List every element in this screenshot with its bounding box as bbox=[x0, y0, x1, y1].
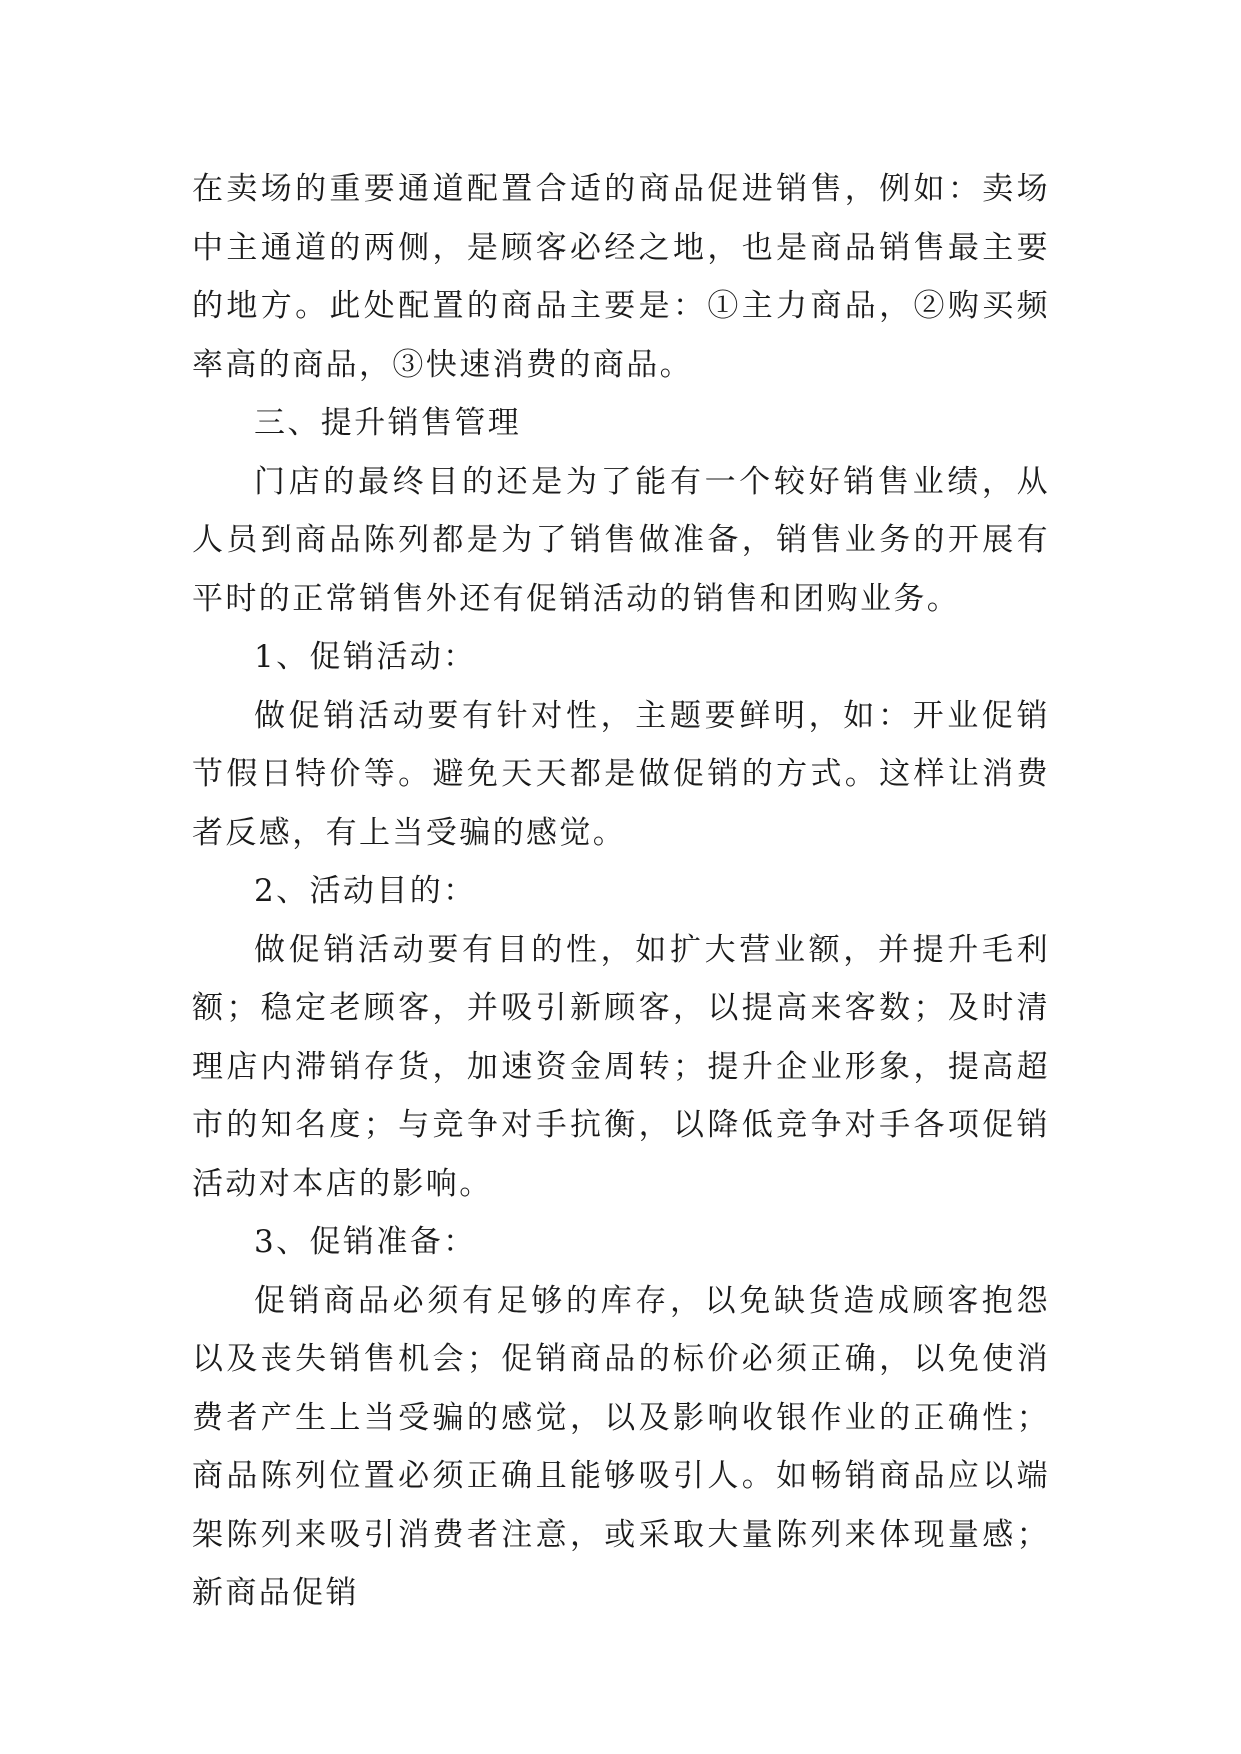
paragraph-promotion-targeting: 做促销活动要有针对性，主题要鲜明，如：开业促销节假日特价等。避免天天都是做促销的方式。这样让消费者反感，有上当受骗的感觉。 bbox=[192, 697, 1050, 851]
section-heading-sales-management: 三、提升销售管理 bbox=[254, 405, 522, 441]
paragraph-store-goal: 门店的最终目的还是为了能有一个较好销售业绩，从人员到商品陈列都是为了销售做准备，销售业务的开展有平时的正常销售外还有促销活动的销售和团购业务。 bbox=[192, 463, 1050, 617]
subheading-promotion-activity: 1、促销活动： bbox=[254, 639, 477, 675]
paragraph-promotion-preparation: 促销商品必须有足够的库存，以免缺货造成顾客抱怨以及丧失销售机会；促销商品的标价必须正确，以免使消费者产生上当受骗的感觉，以及影响收银作业的正确性；商品陈列位置必须正确且能够吸引人。如畅销商品应以端架陈列来吸引消费者注意，或采取大量陈列来体现量感；新商品促销 bbox=[192, 1282, 1050, 1611]
subheading-activity-purpose: 2、活动目的： bbox=[254, 873, 477, 909]
paragraph-shelf-placement: 在卖场的重要通道配置合适的商品促进销售，例如：卖场中主通道的两侧，是顾客必经之地，也是商品销售最主要的地方。此处配置的商品主要是：①主力商品，②购买频率高的商品，③快速消费的商品。 bbox=[192, 171, 1050, 383]
subheading-promotion-preparation: 3、促销准备： bbox=[254, 1224, 477, 1260]
paragraph-activity-purpose: 做促销活动要有目的性，如扩大营业额，并提升毛利额；稳定老顾客，并吸引新顾客，以提高来客数；及时清理店内滞销存货，加速资金周转；提升企业形象，提高超市的知名度；与竞争对手抗衡，以降低竞争对手各项促销活动对本店的影响。 bbox=[192, 931, 1050, 1202]
document-body bbox=[192, 160, 1050, 1623]
